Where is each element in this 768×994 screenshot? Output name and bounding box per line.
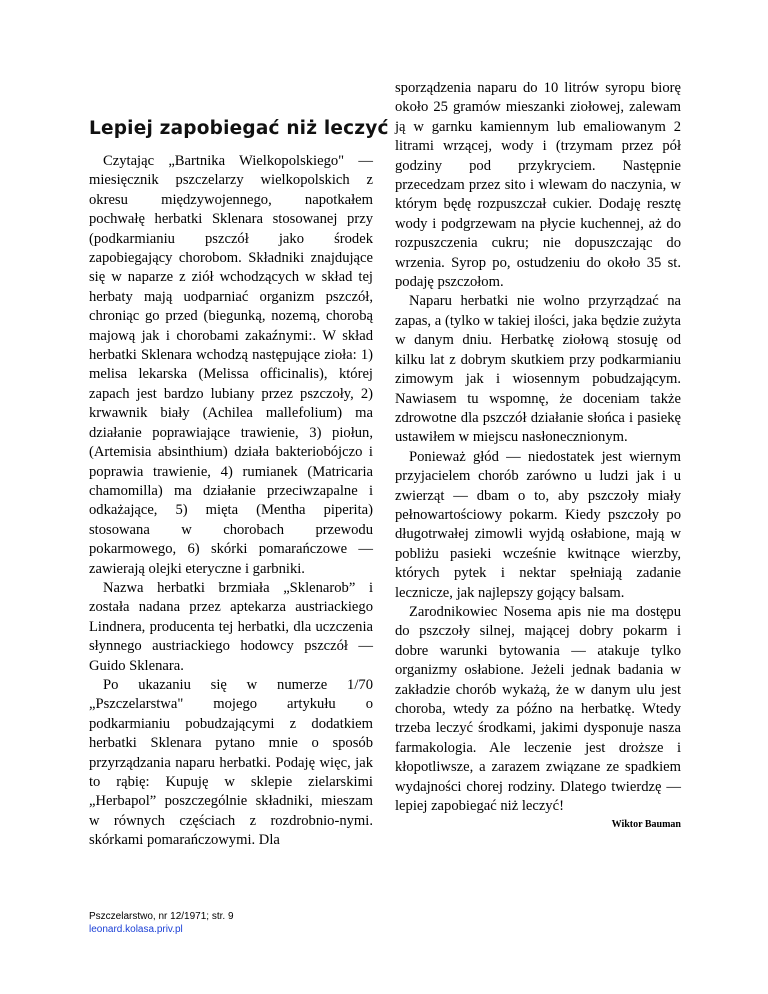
author-signature: Wiktor Bauman (611, 819, 681, 831)
left-paragraph-1: Czytając „Bartnika Wielkopolskiego" — miesięcznik pszczelarzy wielkopolskich z okresu międzywojennego, napotkałem pochwałę herbatki Sklenara stosowanej przy (podkarmianiu pszczół jako środek zapobiegający chorobom. Składniki znajdujące się w naparze z ziół wchodzących w skład tej herbaty mają uodparniać organizm pszczół, chroniąc go przed (biegunką, nozemą, chorobą majową jak i chorobami zakaźnymi:. W skład herbatki Sklenara wchodzą następujące zioła: 1) melisa lekarska (Melissa officinalis), której zapach jest bardzo lubiany przez pszczoły, 2) krwawnik biały (Achilea mallefolium) ma działanie poprawiające trawienie, 3) piołun, (Artemisia absinthium) działa bakteriobójczo i poprawia trawienie, 4) rumianek (Matricaria chamomilla) ma działanie przeciwzapalne i odkażające, 5) mięta (Mentha piperita) stosowana w chorobach przewodu pokarmowego, 6) skórki pomarańczowe — zawierają olejki eteryczne i garbniki. (89, 153, 373, 577)
right-paragraph-3: Ponieważ głód — niedostatek jest wiernym przyjacielem chorób zarówno u ludzi jak i u zwierząt — dbam o to, aby pszczoły miały pełnowartościowy pokarm. Kiedy pszczoły po długotrwałej zimowli wyjdą osłabione, mają w pobliżu pasieki wcześnie kwitnące wierzby, których pytek i nektar spełniają zadanie lecznicze, jak najlepszy gojący balsam. (395, 448, 681, 601)
article-title: Lepiej zapobiegać niż leczyć (89, 118, 389, 139)
page-footer (89, 911, 234, 936)
left-column (89, 152, 373, 851)
source-link[interactable]: leonard.kolasa.priv.pl (89, 923, 183, 935)
right-paragraph-4: Zarodnikowiec Nosema apis nie ma dostępu do pszczoły silnej, mającej dobry pokarm i dobre warunki bytowania — atakuje tylko organizmy osłabione. Jeżeli jednak badania w zakładzie chorób wykażą, że w danym ulu jest choroba, wtedy za późno na herbatkę. Wtedy trzeba leczyć środkami, jakimi dysponuje nasza farmakologia. Ale leczenie jest droższe i kłopotliwsze, a zarazem związane ze spadkiem wydajności chorej rodziny. Dlatego twierdzę — lepiej zapobiegać niż leczyć! (395, 603, 681, 815)
source-citation: Pszczelarstwo, nr 12/1971; str. 9 (89, 911, 234, 922)
right-column (395, 79, 681, 832)
left-paragraph-2: Nazwa herbatki brzmiała „Sklenarob” i została nadana przez aptekarza austriackiego Lindnera, producenta tej herbatki, dla uczczenia słynnego austriackiego hodowcy pszczół — Guido Sklenara. (89, 579, 373, 674)
right-paragraph-2: Naparu herbatki nie wolno przyrządzać na zapas, a (tylko w takiej ilości, jaka będzie zużyta w danym dniu. Herbatkę ziołową stosuję od kilku lat z dobrym skutkiem przy podkarmianiu zimowym jak i wiosennym pobudzającym. Nawiasem tu wspomnę, że doceniam także zdrowotne dla pszczół działanie słońca i pasiekę ustawiłem w miejscu nasłonecznionym. (395, 293, 681, 446)
left-paragraph-3: Po ukazaniu się w numerze 1/70 „Pszczelarstwa" mojego artykułu o podkarmianiu pobudzającymi z dodatkiem herbatki Sklenara pytano mnie o sposób przyrządzania naparu herbatki. Podaję więc, jak to rąbię: Kupuję w sklepie zielarskimi „Herbapol” poszczególnie składniki, mieszam w równych częściach z rozdrobnio-nymi. skórkami pomarańczowymi. Dla (89, 676, 373, 849)
right-paragraph-1: sporządzenia naparu do 10 litrów syropu biorę około 25 gramów mieszanki ziołowej, zalewam ją w garnku kamiennym lub emaliowanym 2 litrami wrzącej, wody i (trzymam przez pół godziny pod przykryciem. Następnie przecedzam przez sito i wlewam do naczynia, w którym będę rozpuszczał cukier. Dodaję resztę wody i podgrzewam na płycie kuchennej, aż do rozpuszczenia cukru; nie dopuszczając do wrzenia. Syrop po, ostudzeniu do około 35 st. podaję pszczołom. (395, 80, 681, 291)
